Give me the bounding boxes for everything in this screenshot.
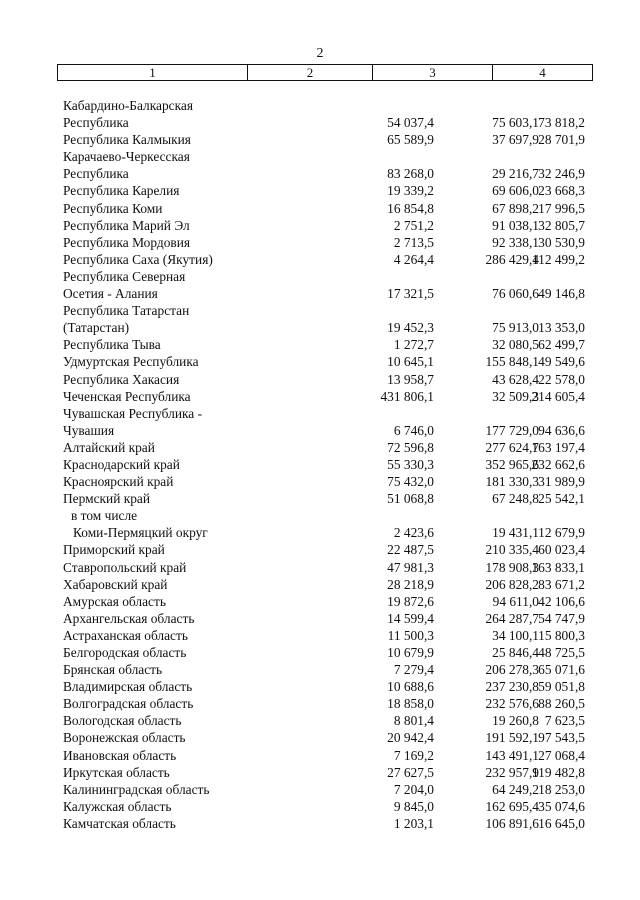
table-row	[63, 234, 587, 251]
value-column-3: 206 278,3	[485, 662, 539, 678]
value-column-3: 37 697,9	[492, 132, 539, 148]
region-name: Коми-Пермяцкий округ	[73, 525, 208, 541]
value-column-4: 112 499,2	[531, 251, 585, 267]
value-column-3: 32 509,3	[492, 388, 539, 404]
value-column-3: 19 260,8	[492, 713, 539, 729]
table-row	[63, 644, 587, 661]
region-name: Камчатская область	[63, 815, 176, 831]
table-row	[63, 507, 587, 524]
region-name: Ивановская область	[63, 747, 177, 763]
value-column-4: 7 623,5	[544, 713, 585, 729]
value-column-2: 65 589,9	[387, 132, 434, 148]
table-row	[63, 439, 587, 456]
value-column-2: 14 599,4	[387, 610, 434, 626]
value-column-2: 75 432,0	[387, 474, 434, 490]
value-column-2: 19 339,2	[387, 183, 434, 199]
value-column-2: 18 858,0	[387, 696, 434, 712]
region-name: Иркутская область	[63, 764, 170, 780]
region-name: Белгородская область	[63, 645, 187, 660]
table-row	[63, 200, 587, 217]
value-column-4: 54 747,9	[538, 610, 585, 626]
region-name: Краснодарский край	[63, 456, 180, 472]
value-column-4: 35 074,6	[538, 798, 585, 814]
table-row	[63, 678, 587, 695]
column-header-2: 2	[248, 65, 373, 80]
table-row	[63, 217, 587, 234]
region-name: Амурская область	[63, 593, 166, 609]
table-row	[63, 97, 587, 114]
value-column-3: 67 248,8	[492, 491, 539, 507]
value-column-4: 62 499,7	[538, 337, 585, 353]
table-row	[63, 405, 587, 422]
table-row	[63, 456, 587, 473]
value-column-2: 22 487,5	[387, 542, 434, 558]
value-column-4: 28 701,9	[538, 132, 585, 148]
table-row	[63, 268, 587, 285]
value-column-3: 277 624,7	[485, 439, 539, 455]
value-column-4: 15 800,3	[538, 627, 585, 643]
value-column-4: 48 725,5	[538, 645, 585, 660]
region-name: в том числе	[71, 508, 138, 524]
value-column-2: 13 958,7	[387, 371, 434, 387]
region-name: Республика Хакасия	[63, 371, 180, 387]
value-column-4: 42 106,6	[538, 593, 585, 609]
value-column-3: 143 491,1	[485, 747, 539, 763]
value-column-4: 214 605,4	[531, 388, 585, 404]
value-column-3: 67 898,2	[492, 200, 539, 216]
value-column-2: 2 713,5	[393, 234, 434, 250]
table-row	[63, 182, 587, 199]
table-body	[63, 97, 587, 832]
region-name: Республика Коми	[63, 200, 163, 216]
table-row	[63, 729, 587, 746]
value-column-4: 32 246,9	[538, 166, 585, 182]
value-column-4: 60 023,4	[538, 542, 585, 558]
value-column-3: 106 891,6	[485, 815, 539, 831]
value-column-2: 4 264,4	[393, 251, 434, 267]
table-row	[63, 593, 587, 610]
value-column-4: 88 260,5	[538, 696, 585, 712]
table-row	[63, 371, 587, 388]
region-name: Республика Марий Эл	[63, 217, 190, 233]
region-name: Республика Татарстан	[63, 303, 190, 319]
value-column-3: 286 429,4	[485, 251, 539, 267]
value-column-3: 29 216,7	[492, 166, 539, 182]
value-column-4: 73 818,2	[538, 115, 585, 131]
region-name: Карачаево-Черкесская	[63, 149, 190, 165]
table-row	[63, 610, 587, 627]
region-name: Чувашская Республика -	[63, 405, 203, 421]
table-row	[63, 661, 587, 678]
value-column-3: 75 913,0	[492, 320, 539, 336]
value-column-3: 43 628,4	[492, 371, 539, 387]
table-row	[63, 285, 587, 302]
value-column-2: 20 942,4	[387, 730, 434, 746]
value-column-4: 18 253,0	[538, 781, 585, 797]
value-column-4: 94 636,6	[538, 422, 585, 438]
table-row	[63, 422, 587, 439]
table-row	[63, 712, 587, 729]
table-row	[63, 473, 587, 490]
region-name: Кабардино-Балкарская	[63, 98, 193, 113]
region-name: Приморский край	[63, 542, 165, 558]
value-column-3: 155 848,1	[485, 354, 539, 370]
region-name: Пермский край	[63, 491, 151, 507]
table-row	[63, 781, 587, 798]
value-column-2: 1 203,1	[393, 815, 434, 831]
table-row	[63, 319, 587, 336]
table-row	[63, 336, 587, 353]
region-name: Владимирская область	[63, 679, 193, 695]
region-name: Волгоградская область	[63, 696, 194, 712]
table-row	[63, 815, 587, 832]
value-column-3: 162 695,4	[485, 798, 539, 814]
value-column-4: 16 645,0	[538, 815, 585, 831]
value-column-3: 25 846,4	[492, 645, 539, 660]
value-column-3: 210 335,4	[485, 542, 539, 558]
table-row	[63, 524, 587, 541]
table-row	[63, 576, 587, 593]
value-column-4: 119 482,8	[531, 764, 585, 780]
value-column-2: 72 596,8	[387, 439, 434, 455]
table-row	[63, 302, 587, 319]
value-column-2: 19 452,3	[387, 320, 434, 336]
table-row	[63, 541, 587, 558]
table-row	[63, 251, 587, 268]
value-column-3: 232 957,9	[485, 764, 539, 780]
value-column-2: 10 688,6	[387, 679, 434, 695]
column-header-3: 3	[373, 65, 493, 80]
table-row	[63, 627, 587, 644]
table-row	[63, 165, 587, 182]
column-header-4: 4	[539, 65, 546, 80]
value-column-2: 27 627,5	[387, 764, 434, 780]
value-column-2: 51 068,8	[387, 491, 434, 507]
region-name: (Татарстан)	[63, 320, 130, 336]
value-column-4: 32 805,7	[538, 217, 585, 233]
region-name: Алтайский край	[63, 439, 155, 455]
value-column-2: 2 751,2	[393, 217, 434, 233]
value-column-2: 11 500,3	[387, 627, 434, 643]
value-column-3: 76 060,6	[492, 286, 539, 302]
value-column-3: 177 729,0	[485, 422, 539, 438]
value-column-2: 9 845,0	[393, 798, 434, 814]
table-row	[63, 131, 587, 148]
region-name: Брянская область	[63, 662, 163, 678]
region-name: Республика Саха (Якутия)	[63, 251, 213, 267]
value-column-4: 232 662,6	[531, 456, 585, 472]
region-name: Чеченская Республика	[63, 388, 191, 404]
value-column-3: 264 287,7	[485, 610, 539, 626]
region-name: Осетия - Алания	[63, 286, 158, 302]
table-row	[63, 114, 587, 131]
value-column-4: 83 671,2	[538, 576, 585, 592]
region-name: Красноярский край	[63, 474, 174, 490]
value-column-2: 54 037,4	[387, 115, 434, 131]
value-column-3: 92 338,1	[492, 234, 539, 250]
value-column-2: 7 169,2	[393, 747, 434, 763]
value-column-3: 75 603,1	[492, 115, 539, 131]
value-column-4: 27 068,4	[538, 747, 585, 763]
region-name: Вологодская область	[63, 713, 182, 729]
region-name: Ставропольский край	[63, 559, 187, 575]
value-column-3: 191 592,1	[485, 730, 539, 746]
value-column-3: 206 828,2	[485, 576, 539, 592]
value-column-2: 7 279,4	[393, 662, 434, 678]
table-row	[63, 747, 587, 764]
value-column-3: 32 080,5	[492, 337, 539, 353]
value-column-4: 13 353,0	[538, 320, 585, 336]
table-row	[63, 559, 587, 576]
region-name: Республика Северная	[63, 268, 186, 284]
region-name: Республика Мордовия	[63, 234, 191, 250]
column-header-1: 1	[58, 65, 248, 80]
value-column-2: 8 801,4	[393, 713, 434, 729]
region-name: Чувашия	[63, 422, 115, 438]
value-column-2: 19 872,6	[387, 593, 434, 609]
region-name: Калужская область	[63, 798, 172, 814]
value-column-2: 16 854,8	[387, 200, 434, 216]
value-column-2: 2 423,6	[393, 525, 434, 541]
table-header	[57, 64, 593, 81]
table-row	[63, 148, 587, 165]
value-column-4: 97 543,5	[538, 730, 585, 746]
page-number: 2	[316, 46, 324, 61]
value-column-4: 49 549,6	[538, 354, 585, 370]
region-name: Республика Тыва	[63, 337, 161, 353]
region-name: Астраханская область	[63, 627, 188, 643]
value-column-2: 1 272,7	[393, 337, 434, 353]
table-row	[63, 388, 587, 405]
value-column-3: 91 038,1	[492, 217, 539, 233]
value-column-2: 6 746,0	[393, 422, 434, 438]
value-column-2: 83 268,0	[387, 166, 434, 182]
value-column-4: 163 833,1	[531, 559, 585, 575]
value-column-2: 431 806,1	[380, 388, 434, 404]
value-column-2: 28 218,9	[387, 576, 434, 592]
value-column-3: 237 230,8	[485, 679, 539, 695]
value-column-3: 69 606,0	[492, 183, 539, 199]
table-row	[63, 764, 587, 781]
value-column-4: 12 679,9	[538, 525, 585, 541]
value-column-2: 7 204,0	[393, 781, 434, 797]
value-column-4: 59 051,8	[538, 679, 585, 695]
value-column-2: 10 645,1	[387, 354, 434, 370]
region-name: Республика Карелия	[63, 183, 180, 199]
region-name: Республика Калмыкия	[63, 132, 191, 148]
value-column-4: 163 197,4	[531, 439, 585, 455]
value-column-2: 55 330,3	[387, 456, 434, 472]
value-column-4: 31 989,9	[538, 474, 585, 490]
value-column-3: 232 576,6	[485, 696, 539, 712]
table-row	[63, 490, 587, 507]
value-column-3: 34 100,1	[492, 627, 539, 643]
table-row	[63, 353, 587, 370]
value-column-3: 94 611,0	[492, 593, 539, 609]
region-name: Архангельская область	[63, 610, 195, 626]
value-column-2: 10 679,9	[387, 645, 434, 660]
value-column-4: 22 578,0	[538, 371, 585, 387]
value-column-4: 65 071,6	[538, 662, 585, 678]
value-column-3: 19 431,1	[492, 525, 539, 541]
table-row	[63, 695, 587, 712]
value-column-2: 17 321,5	[387, 286, 434, 302]
value-column-4: 25 542,1	[538, 491, 585, 507]
value-column-4: 23 668,3	[538, 183, 585, 199]
value-column-4: 17 996,5	[538, 200, 585, 216]
region-name: Республика	[63, 115, 129, 131]
value-column-3: 178 908,3	[485, 559, 539, 575]
value-column-3: 352 965,6	[485, 456, 539, 472]
region-name: Республика	[63, 166, 129, 182]
value-column-3: 64 249,2	[492, 781, 539, 797]
value-column-4: 30 530,9	[538, 234, 585, 250]
value-column-3: 181 330,3	[485, 474, 539, 490]
region-name: Воронежская область	[63, 730, 186, 746]
value-column-4: 49 146,8	[538, 286, 585, 302]
region-name: Калининградская область	[63, 781, 210, 797]
table-row	[63, 798, 587, 815]
region-name: Хабаровский край	[63, 576, 168, 592]
region-name: Удмуртская Республика	[63, 354, 199, 370]
value-column-2: 47 981,3	[387, 559, 434, 575]
